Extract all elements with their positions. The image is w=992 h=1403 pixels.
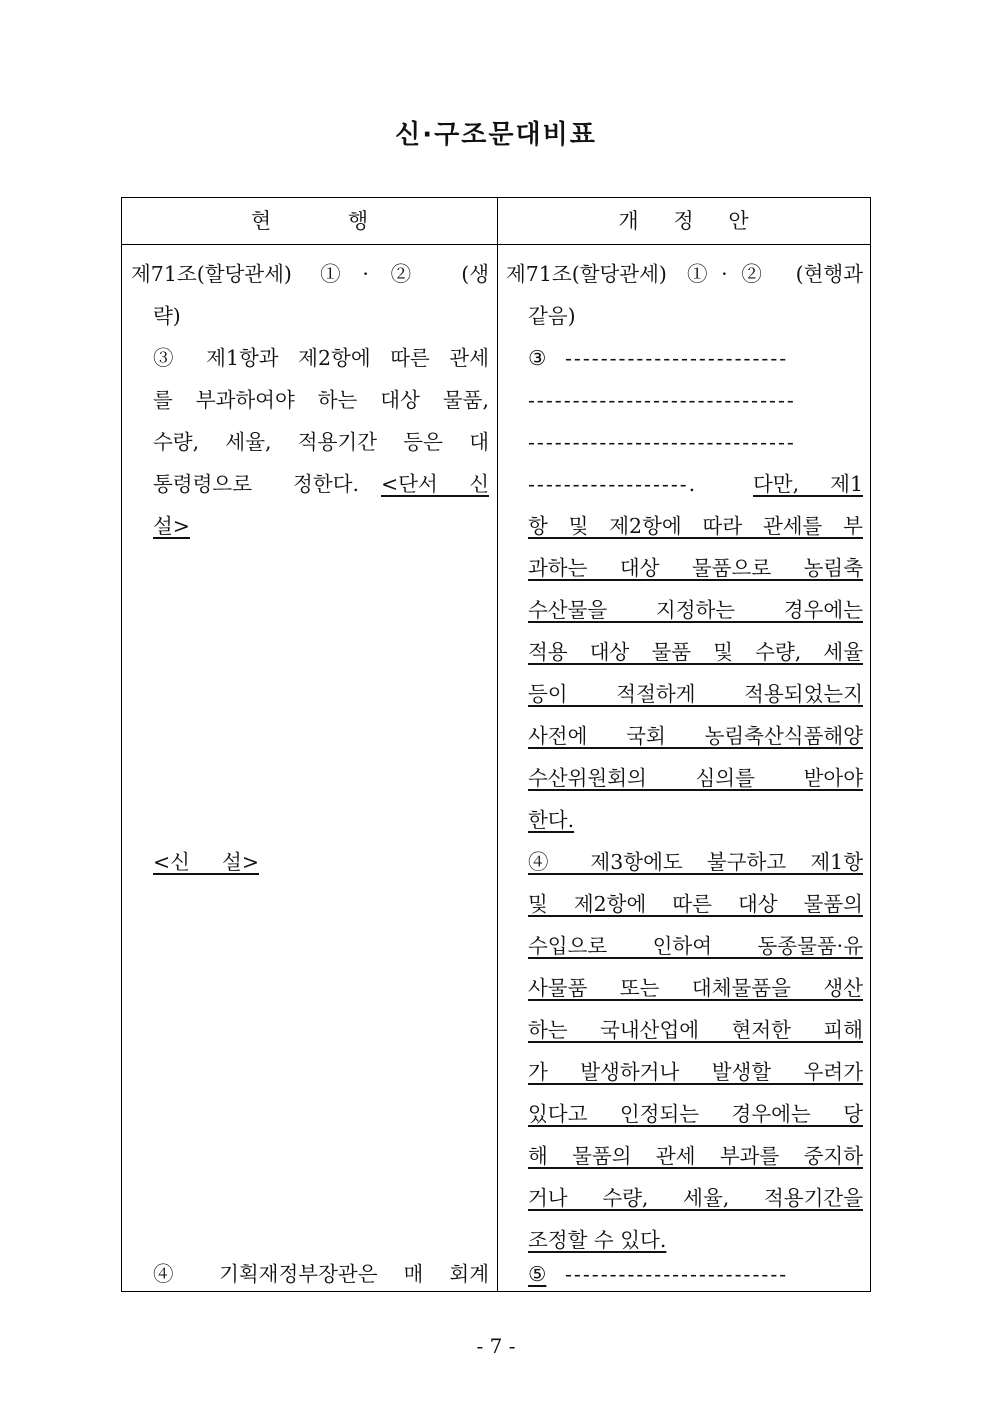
revised-line-underlined: 등이 적절하게 적용되었는지 bbox=[528, 682, 863, 706]
revised-line-underlined: 및 제2항에 따른 대상 물품의 bbox=[528, 892, 863, 916]
revised-line-underlined: ④ 제3항에도 불구하고 제1항 bbox=[528, 850, 863, 874]
revised-line-underlined: 과하는 대상 물품으로 농림축 bbox=[528, 556, 863, 580]
table-header bbox=[122, 198, 870, 245]
revised-line: 같음) bbox=[528, 304, 576, 328]
revised-dash-line: ------------------------- bbox=[565, 346, 789, 370]
current-line: 통령령으로 정한다. bbox=[153, 472, 359, 496]
current-line-underlined: 설> bbox=[153, 514, 190, 538]
header-revised: 개 정 안 bbox=[618, 209, 749, 233]
revised-line-underlined: 해 물품의 관세 부과를 중지하 bbox=[528, 1144, 863, 1168]
revised-line-underlined: 하는 국내산업에 현저한 피해 bbox=[528, 1018, 863, 1042]
current-line: 략) bbox=[153, 304, 181, 328]
comparison-table bbox=[121, 197, 871, 1292]
page-number: - 7 - bbox=[476, 1334, 516, 1358]
current-line: ④ 기획재정부장관은 매 회계 bbox=[153, 1262, 489, 1286]
revised-dash-line: ------------------------------ bbox=[528, 388, 796, 412]
revised-line-underlined: 적용 대상 물품 및 수량, 세율 bbox=[528, 640, 863, 664]
revised-line-underlined: ⑤ bbox=[528, 1262, 547, 1286]
revised-line: ③ bbox=[528, 346, 547, 370]
revised-line-underlined: 한다. bbox=[528, 808, 575, 832]
revised-line-underlined: 다만, 제1 bbox=[753, 472, 863, 496]
revised-line-underlined: 수산물을 지정하는 경우에는 bbox=[528, 598, 863, 622]
revised-line-underlined: 가 발생하거나 발생할 우려가 bbox=[528, 1060, 863, 1084]
current-line-underlined: <신 설> bbox=[153, 850, 259, 874]
revised-line: 제71조(할당관세) ①·② (현행과 bbox=[506, 262, 863, 286]
current-line: ③ 제1항과 제2항에 따른 관세 bbox=[153, 346, 489, 370]
revised-line-underlined: 조정할 수 있다. bbox=[528, 1228, 667, 1252]
current-line: 를 부과하여야 하는 대상 물품, bbox=[153, 388, 489, 412]
column-divider bbox=[497, 198, 498, 1291]
revised-line-underlined: 수산위원회의 심의를 받아야 bbox=[528, 766, 863, 790]
current-line: 수량, 세율, 적용기간 등은 대 bbox=[153, 430, 489, 454]
revised-dash-line: ------------------------------ bbox=[528, 430, 796, 454]
revised-line-underlined: 사전에 국회 농림축산식품해양 bbox=[528, 724, 863, 748]
revised-dash-line: ------------------. bbox=[528, 472, 698, 496]
revised-line-underlined: 수입으로 인하여 동종물품·유 bbox=[528, 934, 863, 958]
page-title: 신·구조문대비표 bbox=[395, 120, 597, 150]
revised-dash-line: ------------------------- bbox=[565, 1262, 789, 1286]
revised-line-underlined: 사물품 또는 대체물품을 생산 bbox=[528, 976, 863, 1000]
revised-line-underlined: 거나 수량, 세율, 적용기간을 bbox=[528, 1186, 863, 1210]
current-line: 제71조(할당관세) ①·② (생 bbox=[131, 262, 489, 286]
revised-line-underlined: 항 및 제2항에 따라 관세를 부 bbox=[528, 514, 863, 538]
header-current: 현 행 bbox=[250, 209, 369, 233]
current-line-underlined: <단서 신 bbox=[381, 472, 489, 496]
revised-line-underlined: 있다고 인정되는 경우에는 당 bbox=[528, 1102, 863, 1126]
